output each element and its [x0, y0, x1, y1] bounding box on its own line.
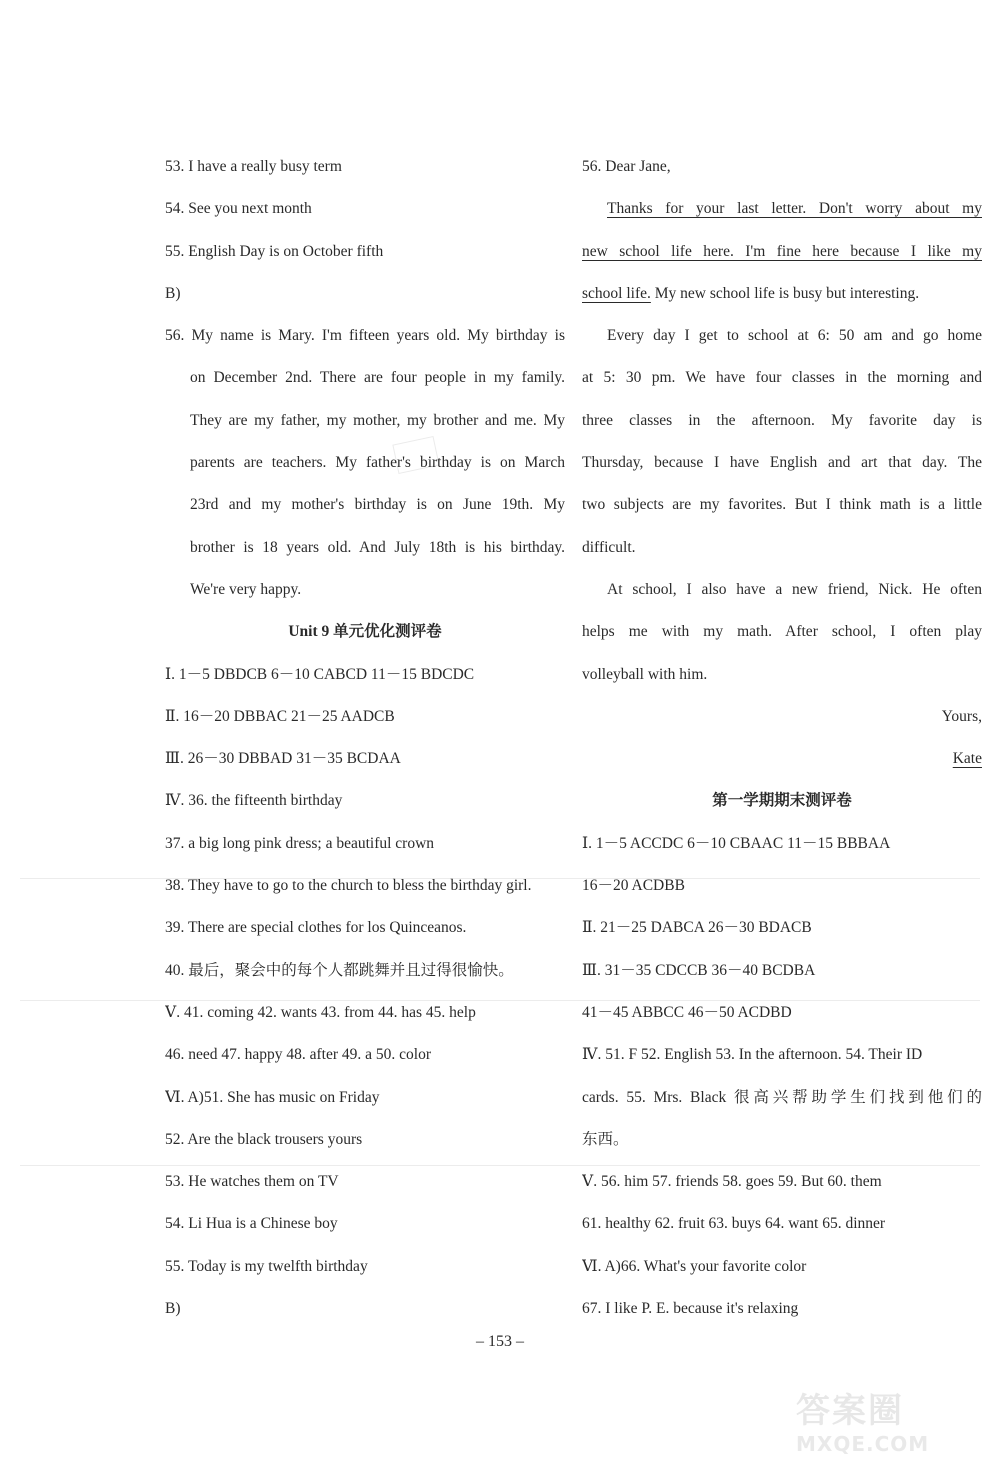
answer-line: 54. Li Hua is a Chinese boy — [165, 1215, 338, 1233]
letter-salutation: 56. Dear Jane, — [582, 158, 671, 175]
answer-line: 40. 最后，聚会中的每个人都跳舞并且过得很愉快。 — [165, 961, 514, 979]
page-number: – 153 – — [476, 1333, 524, 1350]
letter-line: At school, I also have a new friend, Nick. He often — [607, 580, 982, 598]
section-heading: 第一学期期末测评卷 — [712, 792, 852, 810]
answer-line: 55. English Day is on October fifth — [165, 242, 384, 260]
letter-text: My new school life is busy but interesting. — [650, 284, 920, 302]
letter-line: volleyball with him. — [582, 665, 708, 683]
letter-line: Thanks for your last letter. Don't worry about my — [607, 200, 982, 218]
letter-line: helps me with my math. After school, I often play — [582, 623, 982, 641]
essay-line: 56. My name is Mary. I'm fifteen years old. My birthday is — [165, 327, 565, 345]
letter-line: three classes in the afternoon. My favorite day is — [582, 411, 982, 429]
answer-line: Ⅳ. 51. F 52. English 53. In the afternoon. 54. Their ID — [582, 1046, 923, 1064]
answer-line: Ⅴ. 41. coming 42. wants 43. from 44. has 45. help — [165, 1003, 476, 1021]
answer-line: Ⅲ. 31－35 CDCCB 36－40 BCDBA — [582, 961, 816, 979]
essay-line: We're very happy. — [190, 580, 302, 598]
answer-line: Ⅰ. 1－5 ACCDC 6－10 CBAAC 11－15 BBBAA — [582, 834, 891, 852]
left-column — [165, 146, 565, 1330]
answer-line: 54. See you next month — [165, 200, 312, 218]
answer-line: 53. He watches them on TV — [165, 1173, 339, 1191]
underlined-text: school life. — [582, 284, 651, 302]
answer-line: Ⅲ. 26－30 DBBAD 31－35 BCDAA — [165, 750, 401, 768]
answer-line: Ⅱ. 21－25 DABCA 26－30 BDACB — [582, 919, 812, 937]
answer-line: 67. I like P. E. because it's relaxing — [582, 1300, 799, 1318]
letter-signature: Kate — [952, 750, 982, 768]
letter-line: difficult. — [582, 538, 636, 556]
answer-line: 52. Are the black trousers yours — [165, 1130, 363, 1148]
essay-line: They are my father, my mother, my brother and me. My — [190, 411, 565, 429]
answer-line: 16－20 ACDBB — [582, 877, 685, 895]
letter-line: two subjects are my favorites. But I think math is a little — [582, 496, 982, 514]
essay-line: 23rd and my mother's birthday is on June 19th. My — [190, 496, 565, 514]
watermark-logo — [796, 1383, 986, 1463]
answer-line: 39. There are special clothes for los Quinceanos. — [165, 919, 467, 937]
section-label: B) — [165, 284, 181, 302]
letter-line: Thursday, because I have English and art that day. The — [582, 454, 982, 472]
letter-line — [582, 273, 982, 315]
answer-line: 38. They have to go to the church to bless the birthday girl. — [165, 877, 532, 895]
answer-line: Ⅴ. 56. him 57. friends 58. goes 59. But 60. them — [582, 1173, 882, 1191]
answer-line: 55. Today is my twelfth birthday — [165, 1257, 368, 1275]
answer-line: Ⅳ. 36. the fifteenth birthday — [165, 792, 343, 810]
watermark-logo-text: 答案圈 — [796, 1391, 904, 1431]
answer-line: Ⅱ. 16－20 DBBAC 21－25 AADCB — [165, 707, 395, 725]
answer-line: cards. 55. Mrs. Black 很高兴帮助学生们找到他们的 — [582, 1088, 982, 1106]
answer-line: 53. I have a really busy term — [165, 158, 342, 175]
essay-line: parents are teachers. My father's birthday is on March — [190, 454, 565, 472]
answer-line: 37. a big long pink dress; a beautiful crown — [165, 834, 435, 852]
answer-line: 东西。 — [582, 1130, 629, 1148]
watermark-site: MXQE.COM — [796, 1432, 930, 1456]
section-label: B) — [165, 1300, 181, 1318]
answer-line: Ⅰ. 1－5 DBDCB 6－10 CABCD 11－15 BDCDC — [165, 665, 475, 683]
letter-line: at 5: 30 pm. We have four classes in the morning and — [582, 369, 982, 387]
answer-line: Ⅵ. A)66. What's your favorite color — [582, 1257, 807, 1275]
letter-line: new school life here. I'm fine here because I like my — [582, 242, 982, 260]
essay-line: brother is 18 years old. And July 18th is his birthday. — [190, 538, 565, 556]
answer-line: Ⅵ. A)51. She has music on Friday — [165, 1088, 380, 1106]
section-heading: Unit 9 单元优化测评卷 — [288, 623, 442, 641]
answer-line: 61. healthy 62. fruit 63. buys 64. want 65. dinner — [582, 1215, 886, 1233]
right-column — [582, 146, 982, 1330]
letter-line: Every day I get to school at 6: 50 am and go home — [607, 327, 982, 345]
letter-closing: Yours, — [941, 707, 982, 725]
essay-line: on December 2nd. There are four people in my family. — [190, 369, 565, 387]
answer-line: 46. need 47. happy 48. after 49. a 50. color — [165, 1046, 432, 1064]
answer-line: 41－45 ABBCC 46－50 ACDBD — [582, 1003, 792, 1021]
